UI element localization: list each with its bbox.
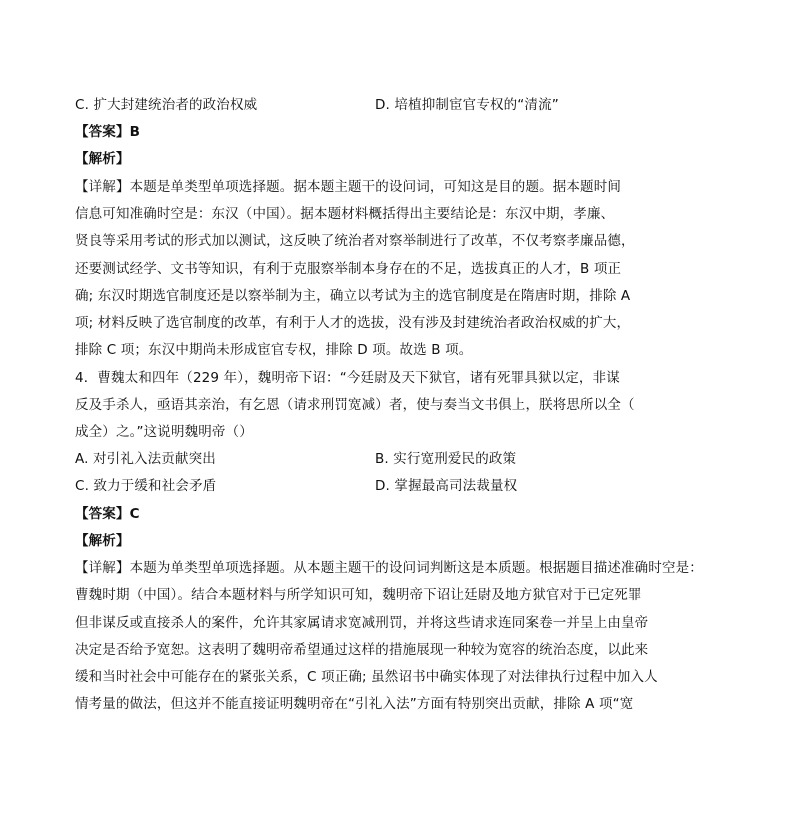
q4-stem-line: 4．曹魏太和四年（229 年），魏明帝下诏：“今廷尉及天下狱官，诸有死罪具狱以定，非谋 xyxy=(75,370,620,386)
q3-detail-line: 信息可知准确时空是：东汉（中国）。据本题材料概括得出主要结论是：东汉中期，孝廉、 xyxy=(75,206,615,222)
q4-answer: 【答案】C xyxy=(75,506,140,522)
q3-detail-line: 【详解】本题是单类型单项选择题。据本题主题干的设问词，可知这是目的题。据本题时间 xyxy=(75,179,621,195)
q4-detail-line: 决定是否给予宽恕。这表明了魏明帝希望通过这样的措施展现一种较为宽容的统治态度，以此来 xyxy=(75,642,649,658)
q4-stem-line: 成全）之。”这说明魏明帝（） xyxy=(75,424,253,440)
q3-detail-line: 排除 C 项；东汉中期尚未形成宦官专权，排除 D 项。故选 B 项。 xyxy=(75,342,473,358)
q4-option-b: B. 实行宽刑爱民的政策 xyxy=(375,451,517,467)
q3-answer: 【答案】B xyxy=(75,124,141,140)
q4-detail-line: 【详解】本题为单类型单项选择题。从本题主题干的设问词判断这是本质题。根据题目描述准确时空是： xyxy=(75,560,703,576)
q4-detail-line: 缓和当时社会中可能存在的紧张关系，C 项正确; 虽然诏书中确实体现了对法律执行过程中加入人 xyxy=(75,669,658,685)
q3-detail-line: 项; 材料反映了选官制度的改革，有利于人才的选拔，没有涉及封建统治者政治权威的扩大， xyxy=(75,315,631,331)
q4-analysis-label: 【解析】 xyxy=(75,533,130,549)
q3-detail-line: 还要测试经学、文书等知识，有利于克服察举制本身存在的不足，选拔真正的人才，B 项正 xyxy=(75,261,622,277)
q4-detail-line: 但非谋反或直接杀人的案件，允许其家属请求宽减刑罚，并将这些请求连同案卷一并呈上由皇帝 xyxy=(75,615,649,631)
q3-detail-line: 贤良等采用考试的形式加以测试，这反映了统治者对察举制进行了改革，不仅考察孝廉品德， xyxy=(75,233,635,249)
q4-detail-line: 情考量的做法，但这并不能直接证明魏明帝在“引礼入法”方面有特别突出贡献，排除 A 项“宽 xyxy=(75,696,634,712)
q4-option-c: C. 致力于缓和社会矛盾 xyxy=(75,478,217,494)
q3-analysis-label: 【解析】 xyxy=(75,151,130,167)
q3-detail-line: 确; 东汉时期选官制度还是以察举制为主，确立以考试为主的选官制度是在隋唐时期，排除 A xyxy=(75,288,631,304)
q4-option-d: D. 掌握最高司法裁量权 xyxy=(375,478,518,494)
q4-option-a: A. 对引礼入法贡献突出 xyxy=(75,451,216,467)
q3-option-c: C. 扩大封建统治者的政治权威 xyxy=(75,97,258,113)
q3-option-d: D. 培植抑制宦官专权的“清流” xyxy=(375,97,559,113)
q4-detail-line: 曹魏时期（中国）。结合本题材料与所学知识可知，魏明帝下诏让廷尉及地方狱官对于已定死罪 xyxy=(75,587,642,603)
q4-stem-line: 反及手杀人，亟语其亲治，有乞恩（请求刑罚宽减）者，使与奏当文书俱上，朕将思所以全（ xyxy=(75,397,635,413)
